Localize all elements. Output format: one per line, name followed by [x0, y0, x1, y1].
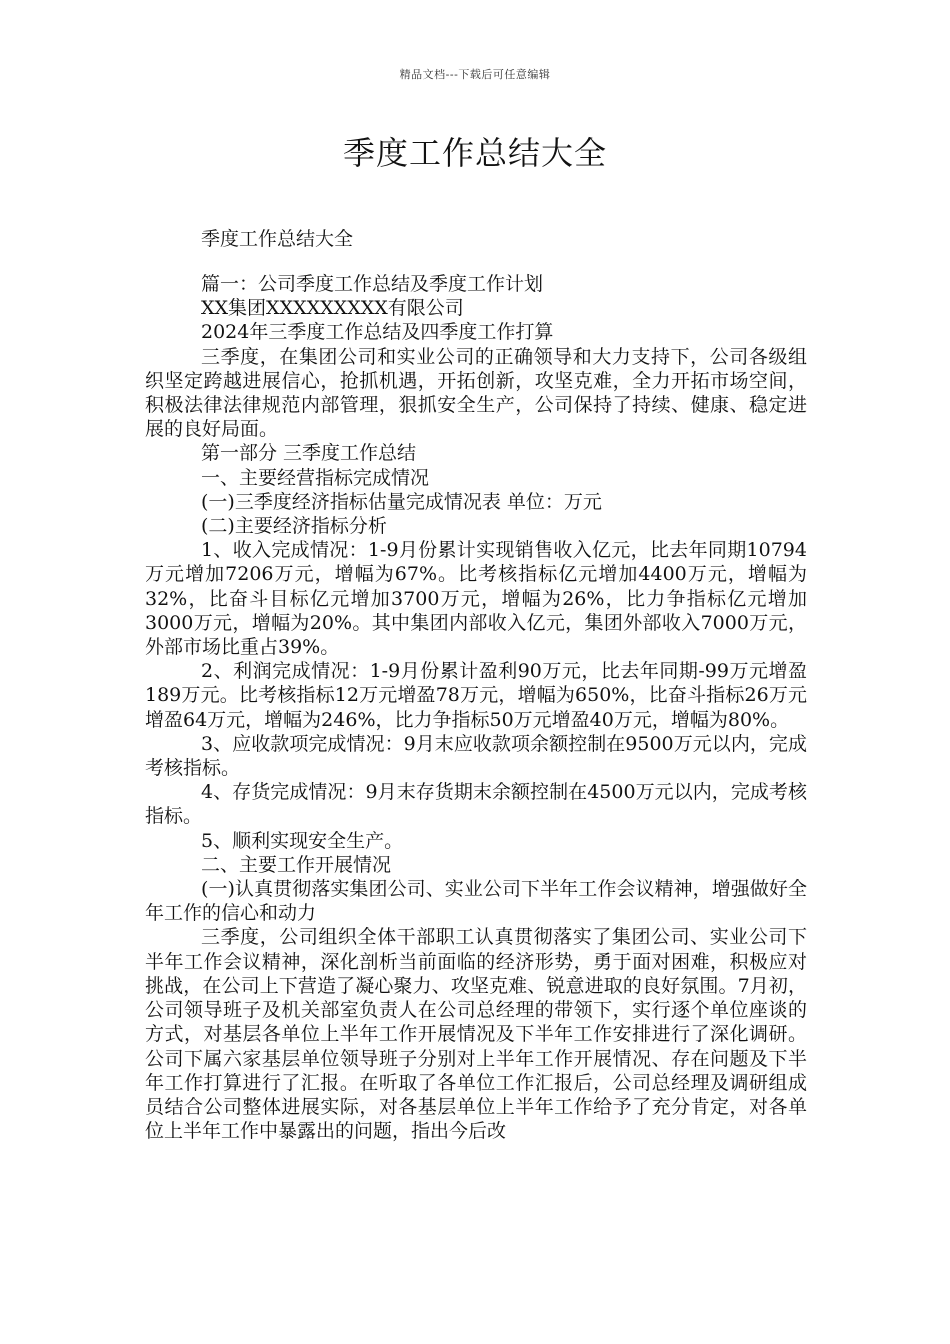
- document-body: [145, 272, 807, 1143]
- document-subtitle: 季度工作总结大全: [201, 228, 354, 250]
- paragraph-heading-work: 二、主要工作开展情况: [201, 853, 392, 876]
- paragraph-work-details: 三季度，公司组织全体干部职工认真贯彻落实了集团公司、实业公司下半年工作会议精神，深化剖析当前面临的经济形势，勇于面对困难，积极应对挑战，在公司上下营造了凝心聚力、攻坚克难、锐意进取的良好氛围。7月初，公司领导班子及机关部室负责人在公司总经理的带领下，实行逐个单位座谈的方式，对基层各单位上半年工作开展情况及下半年工作安排进行了深化调研。公司下属六家基层单位领导班子分别对上半年工作开展情况、存在问题及下半年工作打算进行了汇报。在听取了各单位工作汇报后，公司总经理及调研组成员结合公司整体进展实际，对各基层单位上半年工作给予了充分肯定，对各单位上半年工作中暴露出的问题，指出今后改: [145, 926, 807, 1143]
- paragraph-subheading-analysis: (二)主要经济指标分析: [201, 515, 387, 538]
- paragraph-heading-indicators: 一、主要经营指标完成情况: [201, 466, 430, 489]
- paragraph-inventory: 4、存货完成情况：9月末存货期末余额控制在4500万元以内，完成考核指标。: [145, 781, 807, 828]
- paragraph-revenue: 1、收入完成情况：1-9月份累计实现销售收入亿元，比去年同期10794万元增加7206万元，增幅为67%。比考核指标亿元增加4400万元，增幅为32%，比奋斗目标亿元增加3700万元，增幅为26%，比力争指标亿元增加3000万元，增幅为20%。其中集团内部收入亿元，集团外部收入7000万元，外部市场比重占39%。: [145, 539, 807, 659]
- paragraph-safety: 5、顺利实现安全生产。: [201, 829, 404, 852]
- page-header: 精品文档---下载后可任意编辑: [399, 68, 551, 81]
- paragraph-receivables: 3、应收款项完成情况：9月末应收款项余额控制在9500万元以内，完成考核指标。: [145, 732, 807, 780]
- paragraph-section-heading: 篇一：公司季度工作总结及季度工作计划: [201, 273, 544, 295]
- paragraph-part-one-heading: 第一部分 三季度工作总结: [201, 442, 417, 465]
- paragraph-company-name: XX集团XXXXXXXXX有限公司: [201, 297, 464, 320]
- paragraph-report-title: 2024年三季度工作总结及四季度工作打算: [201, 321, 554, 344]
- paragraph-intro: 三季度，在集团公司和实业公司的正确领导和大力支持下，公司各级组织坚定跨越进展信心，抢抓机遇，开拓创新，攻坚克难，全力开拓市场空间，积极法律法律规范内部管理，狠抓安全生产，公司保持了持续、健康、稳定进展的良好局面。: [145, 345, 807, 441]
- document-title: 季度工作总结大全: [342, 134, 607, 172]
- paragraph-subheading-table: (一)三季度经济指标估量完成情况表 单位：万元: [201, 490, 602, 513]
- paragraph-subheading-implement: (一)认真贯彻落实集团公司、实业公司下半年工作会议精神，增强做好全年工作的信心和动力: [145, 878, 807, 925]
- paragraph-profit: 2、利润完成情况：1-9月份累计盈利90万元，比去年同期-99万元增盈189万元。比考核指标12万元增盈78万元，增幅为650%，比奋斗指标26万元增盈64万元，增幅为246%，比力争指标50万元增盈40万元，增幅为80%。: [145, 660, 807, 731]
